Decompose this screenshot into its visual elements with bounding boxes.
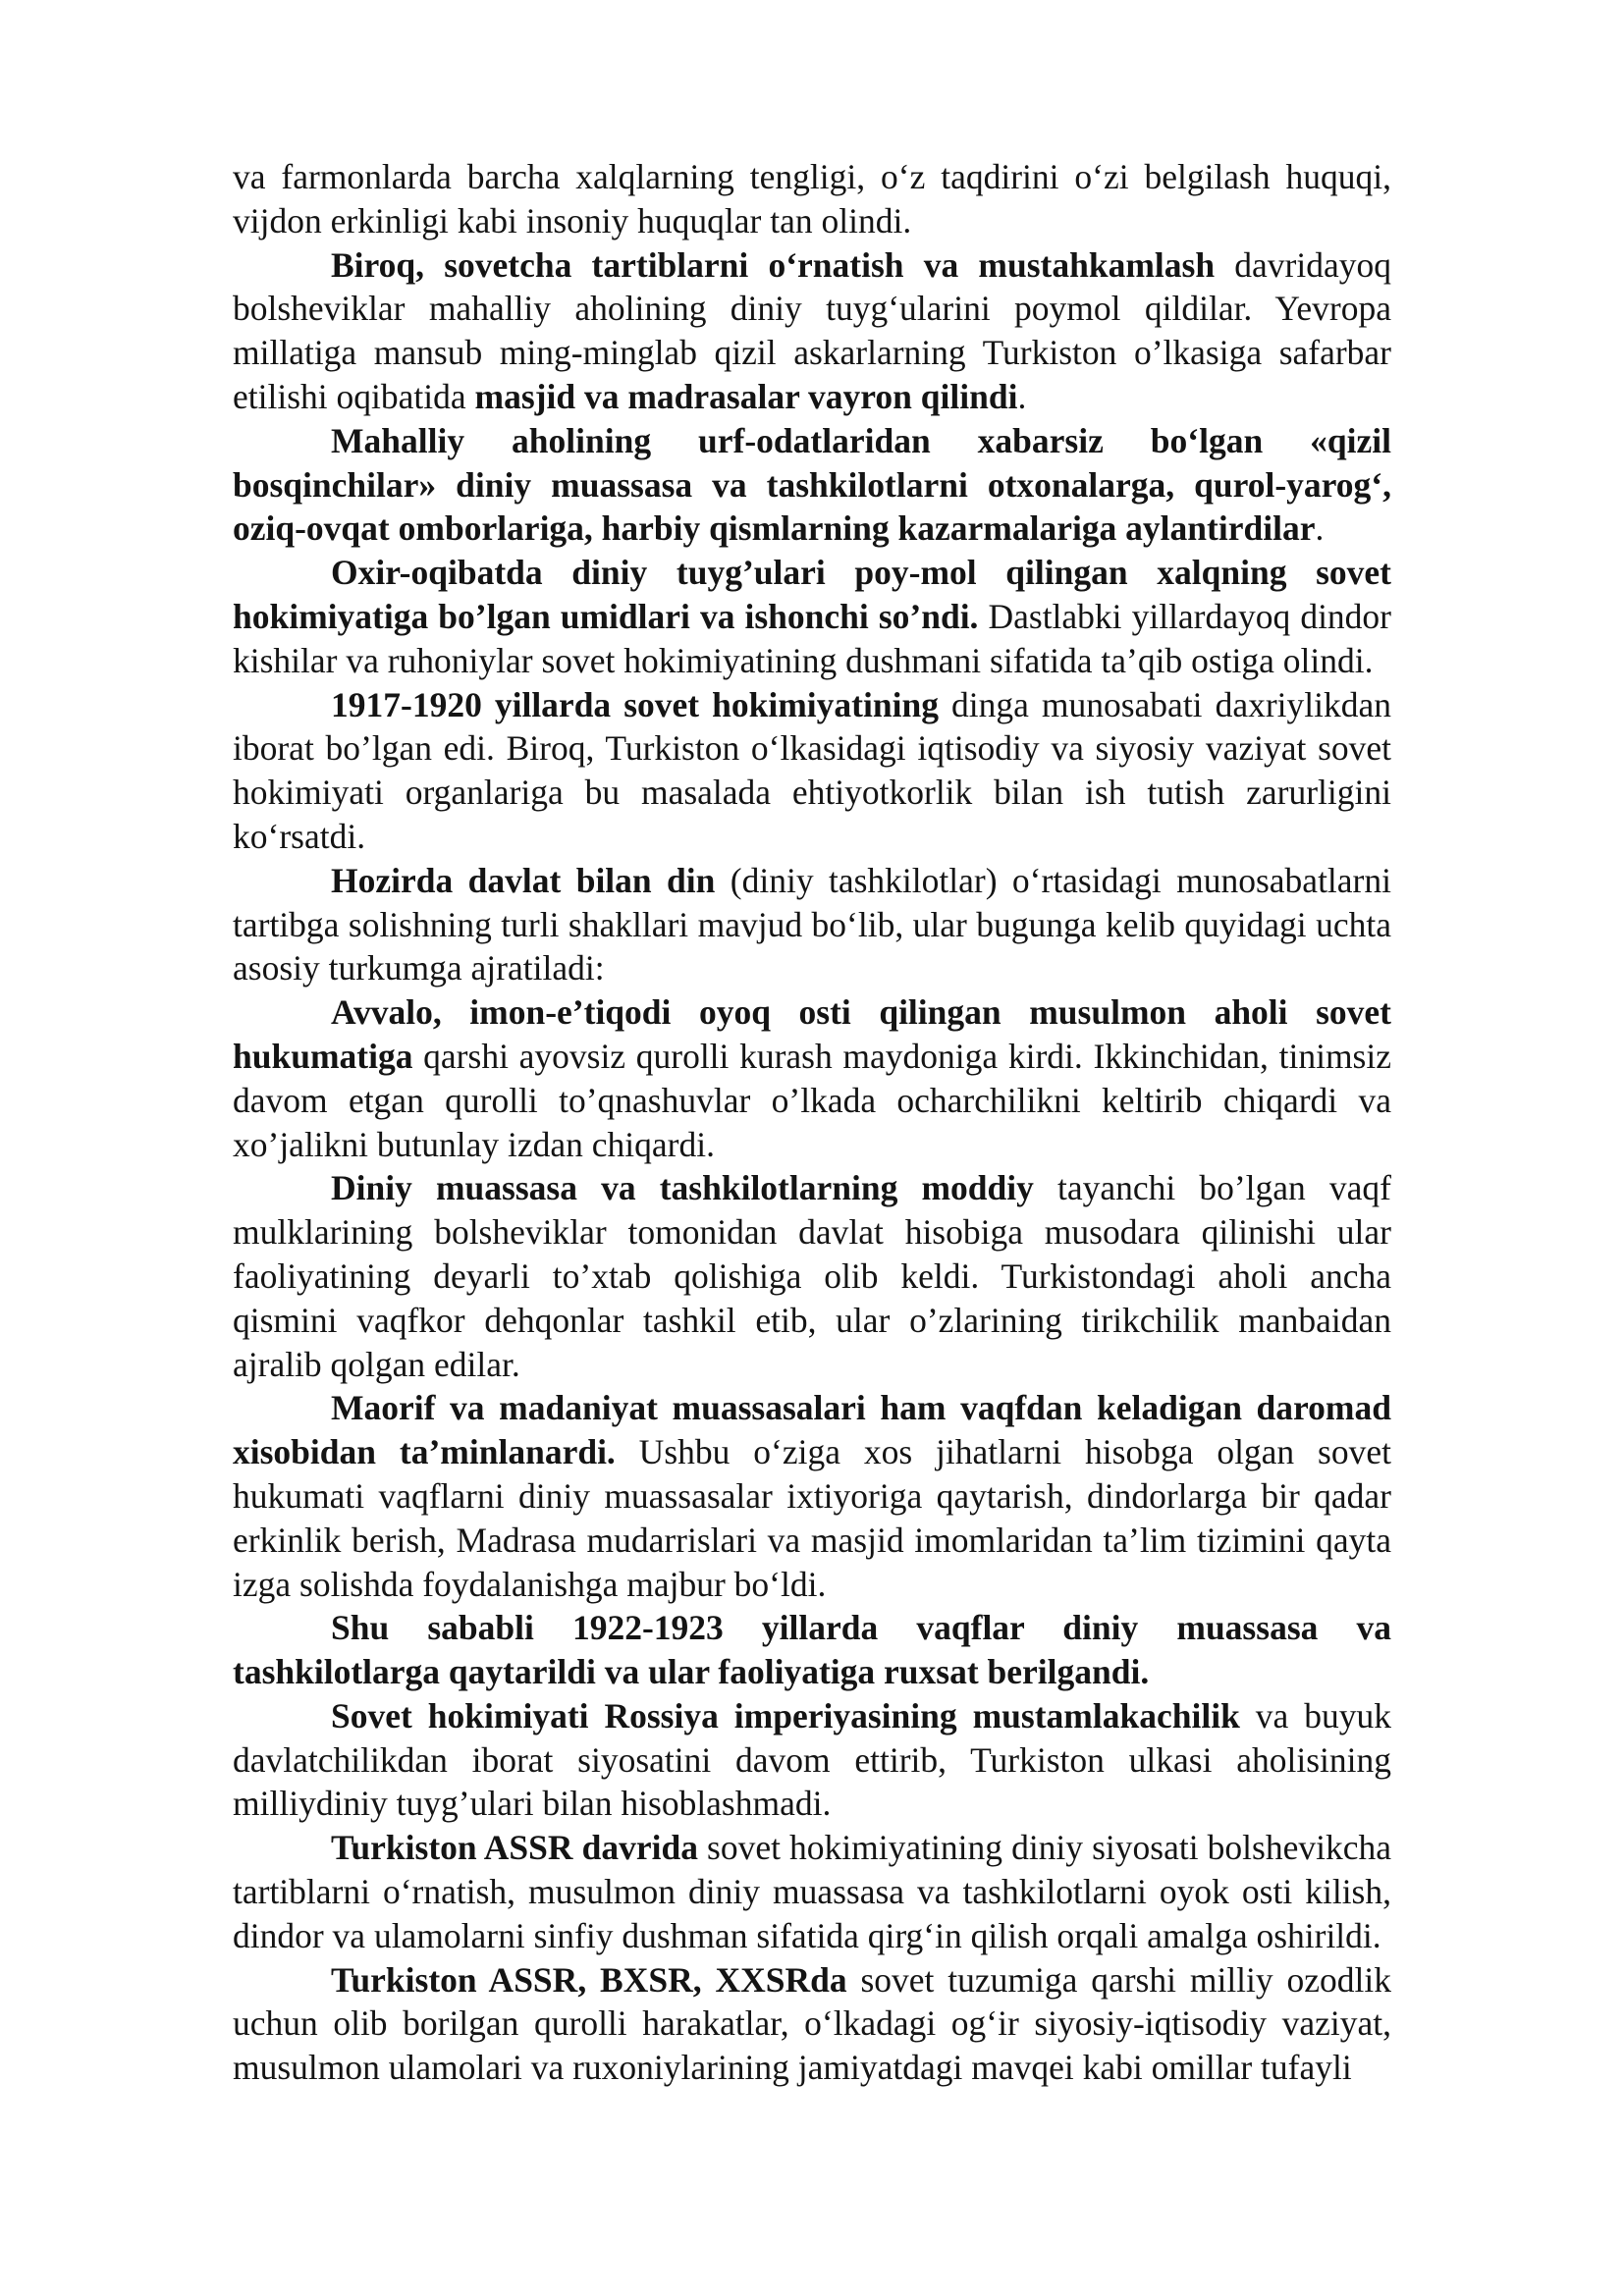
paragraph-5-text: dinga munosabati daxriylikdan iborat bo’lgan edi. Biroq, Turkiston o‘lkasidagi iqtisodiy va siyosiy vaziyat sovet hokimiyati organlariga bu masalada ehtiyotkorlik bilan ish tutish zarurligini ko‘rsatdi. <box>233 684 1391 856</box>
paragraph-2-bold-emphasis: masjid va madrasalar vayron qilindi <box>474 376 1018 416</box>
paragraph-6-text: (diniy tashkilotlar) o‘rtasidagi munosabatlarni tartibga solishning turli shakllari mavjud bo‘lib, ular bugunga kelib quyidagi uchta asosiy turkumga ajratiladi: <box>233 860 1391 988</box>
document-page <box>233 155 1391 2090</box>
paragraph-10-bold-text: Shu sababli 1922-1923 yillarda vaqflar diniy muassasa va tashkilotlarga qaytarildi va ular faoliyatiga ruxsat berilgandi. <box>233 1608 1391 1692</box>
paragraph-2-period: . <box>1017 376 1027 416</box>
paragraph-12 <box>233 1826 1391 1957</box>
paragraph-2-bold-lead: Biroq, sovetcha tartiblarni o‘rnatish va mustahkamlash <box>331 244 1216 285</box>
paragraph-3-period: . <box>1315 508 1325 549</box>
paragraph-1 <box>233 155 1391 243</box>
paragraph-6 <box>233 859 1391 990</box>
paragraph-7-text: qarshi ayovsiz qurolli kurash maydoniga kirdi. Ikkinchidan, tinimsiz davom etgan qurolli to’qnashuvlar o’lkada ocharchilikni keltirib chiqardi va xo’jalikni butunlay izdan chiqardi. <box>233 1036 1391 1164</box>
paragraph-5-bold-lead: 1917-1920 yillarda sovet hokimiyatining <box>331 684 939 724</box>
paragraph-10 <box>233 1606 1391 1694</box>
paragraph-8-bold-lead: Diniy muassasa va tashkilotlarning moddiy <box>331 1168 1034 1208</box>
paragraph-13-bold-lead: Turkiston ASSR, BXSR, XXSRda <box>331 1959 847 2000</box>
paragraph-13 <box>233 1958 1391 2090</box>
paragraph-7 <box>233 990 1391 1166</box>
paragraph-11-bold-lead: Sovet hokimiyati Rossiya imperiyasining mustamlakachilik <box>331 1695 1240 1735</box>
paragraph-8-text: tayanchi bo’lgan vaqf mulklarining bolsheviklar tomonidan davlat hisobiga musodara qilinishi ular faoliyatining deyarli to’xtab qolishiga olib keldi. Turkistondagi aholi ancha qismini vaqfkor dehqonlar tashkil etib, ular o’zlarining tirikchilik manbaidan ajralib qolgan edilar. <box>233 1168 1391 1384</box>
paragraph-11 <box>233 1694 1391 1826</box>
paragraph-9-bold-lead: Maorif va madaniyat muassasalari ham vaqfdan keladigan daromad xisobidan ta’minlanardi. <box>233 1388 1391 1472</box>
paragraph-2 <box>233 243 1391 419</box>
paragraph-13-text: sovet tuzumiga qarshi milliy ozodlik uchun olib borilgan qurolli harakatlar, o‘lkadagi og‘ir siyosiy-iqtisodiy vaziyat, musulmon ulamolari va ruxoniylarining jamiyatdagi mavqei kabi omillar tufayli <box>233 1959 1391 2088</box>
paragraph-3 <box>233 419 1391 551</box>
paragraph-6-bold-lead: Hozirda davlat bilan din <box>331 860 716 900</box>
paragraph-7-bold-lead: Avvalo, imon-e’tiqodi oyoq osti qilingan musulmon aholi sovet hukumatiga <box>233 992 1391 1076</box>
paragraph-11-text: va buyuk davlatchilikdan iborat siyosatini davom ettirib, Turkiston ulkasi aholisining milliydiniy tuyg’ulari bilan hisoblashmadi. <box>233 1695 1391 1824</box>
paragraph-9-text: Ushbu o‘ziga xos jihatlarni hisobga olgan sovet hukumati vaqflarni diniy muassasalar ixtiyoriga qaytarish, dindorlarga bir qadar erkinlik berish, Madrasa mudarrislari va masjid imomlaridan ta’lim tizimini qayta izga solishda foydalanishga majbur bo‘ldi. <box>233 1432 1391 1604</box>
paragraph-9 <box>233 1386 1391 1606</box>
paragraph-3-bold-lead: Mahalliy aholining urf-odatlaridan xabarsiz bo‘lgan «qizil bosqinchilar» diniy muassasa va tashkilotlarni otxonalarga, qurol-yarog‘, oziq-ovqat omborlariga, harbiy qismlarning kazarmalariga aylantirdilar <box>233 420 1391 549</box>
paragraph-5 <box>233 683 1391 859</box>
paragraph-4 <box>233 551 1391 682</box>
paragraph-4-text: Dastlabki yillardayoq dindor kishilar va ruhoniylar sovet hokimiyatining dushmani sifatida ta’qib ostiga olindi. <box>233 596 1391 680</box>
paragraph-8 <box>233 1166 1391 1386</box>
paragraph-12-bold-lead: Turkiston ASSR davrida <box>331 1828 698 1868</box>
paragraph-1-text: va farmonlarda barcha xalqlarning tengligi, o‘z taqdirini o‘zi belgilash huquqi, vijdon erkinligi kabi insoniy huquqlar tan olindi. <box>233 157 1391 240</box>
paragraph-4-bold-lead: Oxir-oqibatda diniy tuyg’ulari poy-mol qilingan xalqning sovet hokimiyatiga bo’lgan umidlari va ishonchi so’ndi. <box>233 553 1391 636</box>
paragraph-12-text: sovet hokimiyatining diniy siyosati bolshevikcha tartiblarni o‘rnatish, musulmon diniy muassasa va tashkilotlarni oyok osti kilish, dindor va ulamolarni sinfiy dushman sifatida qirg‘in qilish orqali amalga oshirildi. <box>233 1828 1391 1955</box>
paragraph-2-text: davridayoq bolsheviklar mahalliy aholining diniy tuyg‘ularini poymol qildilar. Yevropa millatiga mansub ming-minglab qizil askarlarning Turkiston o’lkasiga safarbar etilishi oqibatida <box>233 244 1391 416</box>
